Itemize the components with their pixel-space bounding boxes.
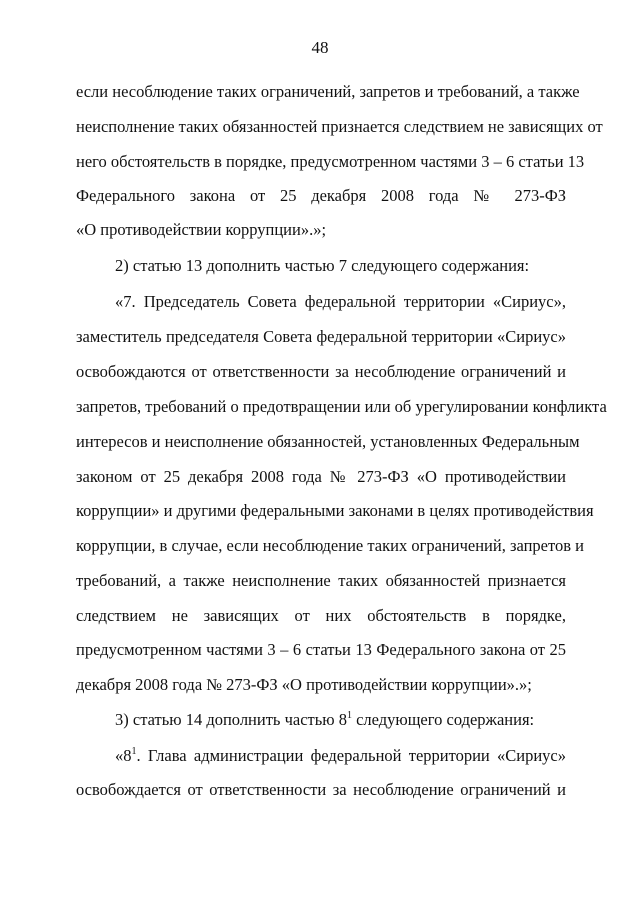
text-line: интересов и неисполнение обязанностей, установленных Федеральным (76, 432, 580, 451)
paragraph-item-3 (115, 710, 534, 730)
text-line: декабря 2008 года № 273-ФЗ «О противодействии коррупции».»; (76, 675, 532, 694)
text-line: Федерального закона от 25 декабря 2008 года № 273-ФЗ (76, 186, 566, 205)
text-line: «О противодействии коррупции».»; (76, 220, 327, 239)
item8-text-end: . Глава администрации федеральной территории «Сириус» (136, 746, 566, 765)
text-line: требований, а также неисполнение таких обязанностей признается (76, 571, 566, 590)
text-line: следствием не зависящих от них обстоятельств в порядке, (76, 606, 566, 625)
item3-text: 3) статью 14 дополнить частью 8 (115, 710, 347, 729)
text-line: освобождаются от ответственности за несоблюдение ограничений и (76, 362, 566, 381)
page-number: 48 (311, 38, 329, 57)
text-line: коррупции, в случае, если несоблюдение таких ограничений, запретов и (76, 536, 584, 555)
text-line: коррупции» и другими федеральными законами в целях противодействия (76, 501, 594, 520)
item3-text-end: следующего содержания: (351, 710, 535, 729)
superscript: 1 (346, 710, 352, 721)
text-line: заместитель председателя Совета федеральной территории «Сириус» (76, 327, 566, 346)
text-line: него обстоятельств в порядке, предусмотренном частями 3 – 6 статьи 13 (76, 152, 585, 171)
text-line: запретов, требований о предотвращении или об урегулировании конфликта (76, 397, 607, 416)
text-line: «7. Председатель Совета федеральной территории «Сириус», (115, 292, 566, 311)
text-line: если несоблюдение таких ограничений, запретов и требований, а также (76, 82, 580, 101)
superscript: 1 (131, 746, 137, 757)
text-line: предусмотренном частями 3 – 6 статьи 13 Федерального закона от 25 (76, 640, 566, 659)
text-line: освобождается от ответственности за несоблюдение ограничений и (76, 780, 566, 799)
item8-text: «8 (115, 746, 132, 765)
paragraph-item-2: 2) статью 13 дополнить частью 7 следующего содержания: (115, 256, 530, 275)
text-line: законом от 25 декабря 2008 года № 273-ФЗ «О противодействии (76, 467, 566, 486)
paragraph-item-8-1 (115, 746, 566, 766)
text-line: неисполнение таких обязанностей признается следствием не зависящих от (76, 117, 603, 136)
